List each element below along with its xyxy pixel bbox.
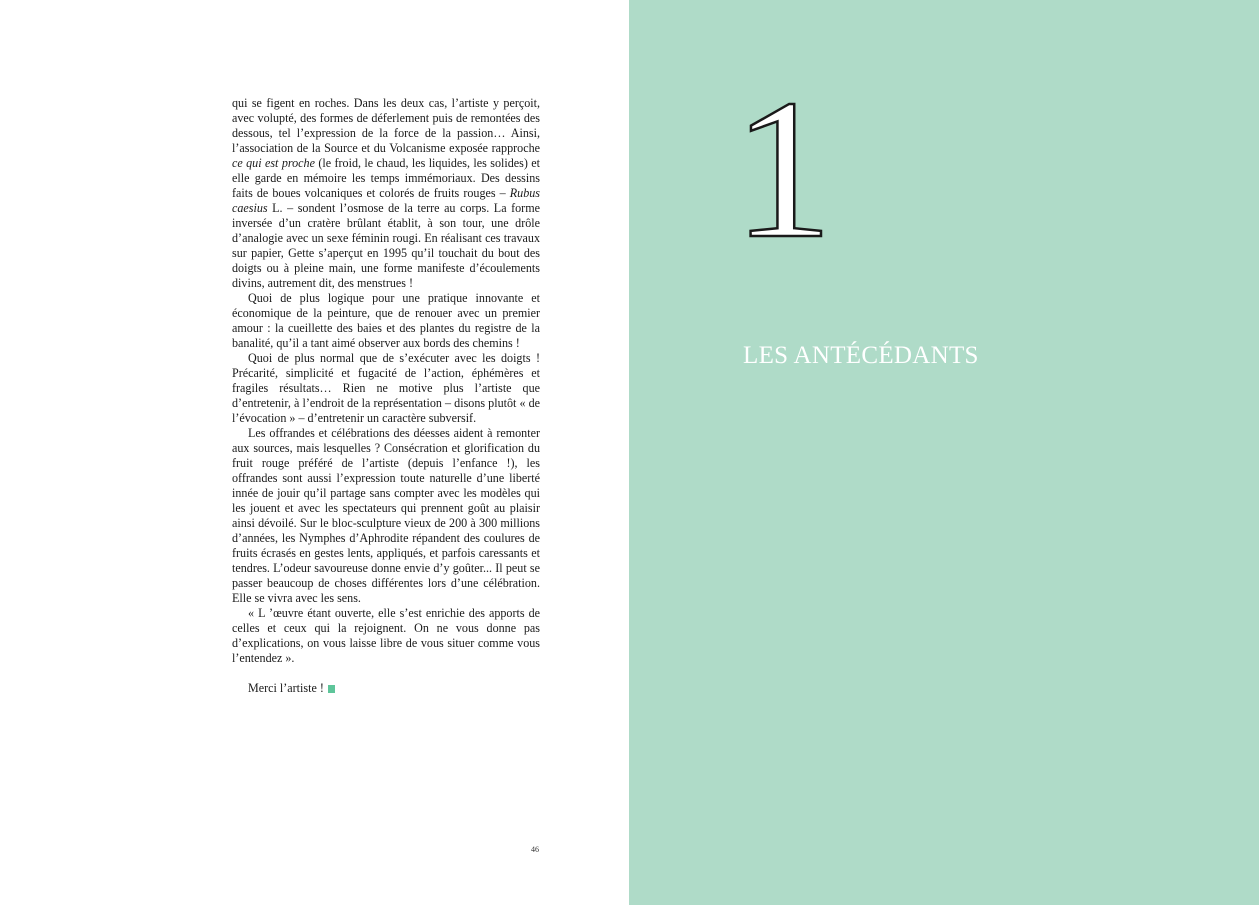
- end-of-chapter-square-icon: [328, 685, 335, 693]
- italic-text: Rubus caesius: [232, 186, 540, 215]
- text-run: Quoi de plus logique pour une pratique innovante et économique de la peinture, que de renouer avec un premier amour : la cueillette des baies et des plantes du registre de la banalité, qu’il a tant aimé observer aux bords des chemins !: [232, 291, 540, 350]
- paragraph: [232, 291, 540, 351]
- closing-text: Merci l’artiste !: [248, 681, 324, 695]
- paragraph: [232, 606, 540, 666]
- text-run: Les offrandes et célébrations des déesses aident à remonter aux sources, mais lesquelles ? Consécration et glorification du fruit rouge préféré de l’artiste (depuis l’enfance !), les offrandes sont aussi l’expression toute naturelle d’une liberté innée de jouir qu’il partage sans compter avec les modèles qui les jouent et avec les spectateurs qui prennent goût au plaisir ainsi dévoilé. Sur le bloc-sculpture vieux de 200 à 300 millions d’années, les Nymphes d’Aphrodite répandent des coulures de fruits écrasés en gestes lents, appliqués, et parfois caressants et tendres. L’odeur savoureuse donne envie d’y goûter... Il peut se passer beaucoup de choses différentes lors d’une célébration. Elle se vivra avec les sens.: [232, 426, 540, 605]
- page-number: 46: [531, 845, 539, 854]
- right-page: [629, 0, 1259, 905]
- text-run: Quoi de plus normal que de s’exécuter avec les doigts ! Précarité, simplicité et fugacité de l’action, éphémères et fragiles résultats… Rien ne motive plus l’artiste que d’entretenir, à l’endroit de la représentation – disons plutôt « de l’évocation » – d’entretenir un caractère subversif.: [232, 351, 540, 425]
- left-page: [0, 0, 629, 905]
- text-run: « L ’œuvre étant ouverte, elle s’est enrichie des apports de celles et ceux qui la rejoignent. On ne vous donne pas d’explications, on vous laisse libre de vous situer comme vous l’entendez ».: [232, 606, 540, 665]
- paragraph: [232, 426, 540, 606]
- paragraph: [232, 351, 540, 426]
- text-run: L. – sondent l’osmose de la terre au corps. La forme inversée d’un cratère brûlant établit, à son tour, une drôle d’analogie avec un sexe féminin rougi. En réalisant ces travaux sur papier, Gette s’aperçut en 1995 qu’il touchait du bout des doigts ou à pleine main, une forme manifeste d’écoulements divins, autrement dit, des menstrues !: [232, 201, 540, 290]
- chapter-number: 1: [733, 59, 833, 280]
- text-run: (le froid, le chaud, les liquides, les solides) et elle garde en mémoire les temps immémoriaux. Des dessins faits de boues volcaniques et colorés de fruits rouges –: [232, 156, 540, 200]
- body-text: [232, 96, 540, 696]
- chapter-title: LES ANTÉCÉDANTS: [743, 342, 979, 369]
- italic-text: ce qui est proche: [232, 156, 315, 170]
- text-run: qui se figent en roches. Dans les deux cas, l’artiste y perçoit, avec volupté, des formes de déferlement puis de remontées des dessous, tel l’expression de la force de la passion… Ainsi, l’association de la Source et du Volcanisme exposée rapproche: [232, 96, 540, 155]
- closing-line: [232, 681, 540, 696]
- paragraph: [232, 96, 540, 291]
